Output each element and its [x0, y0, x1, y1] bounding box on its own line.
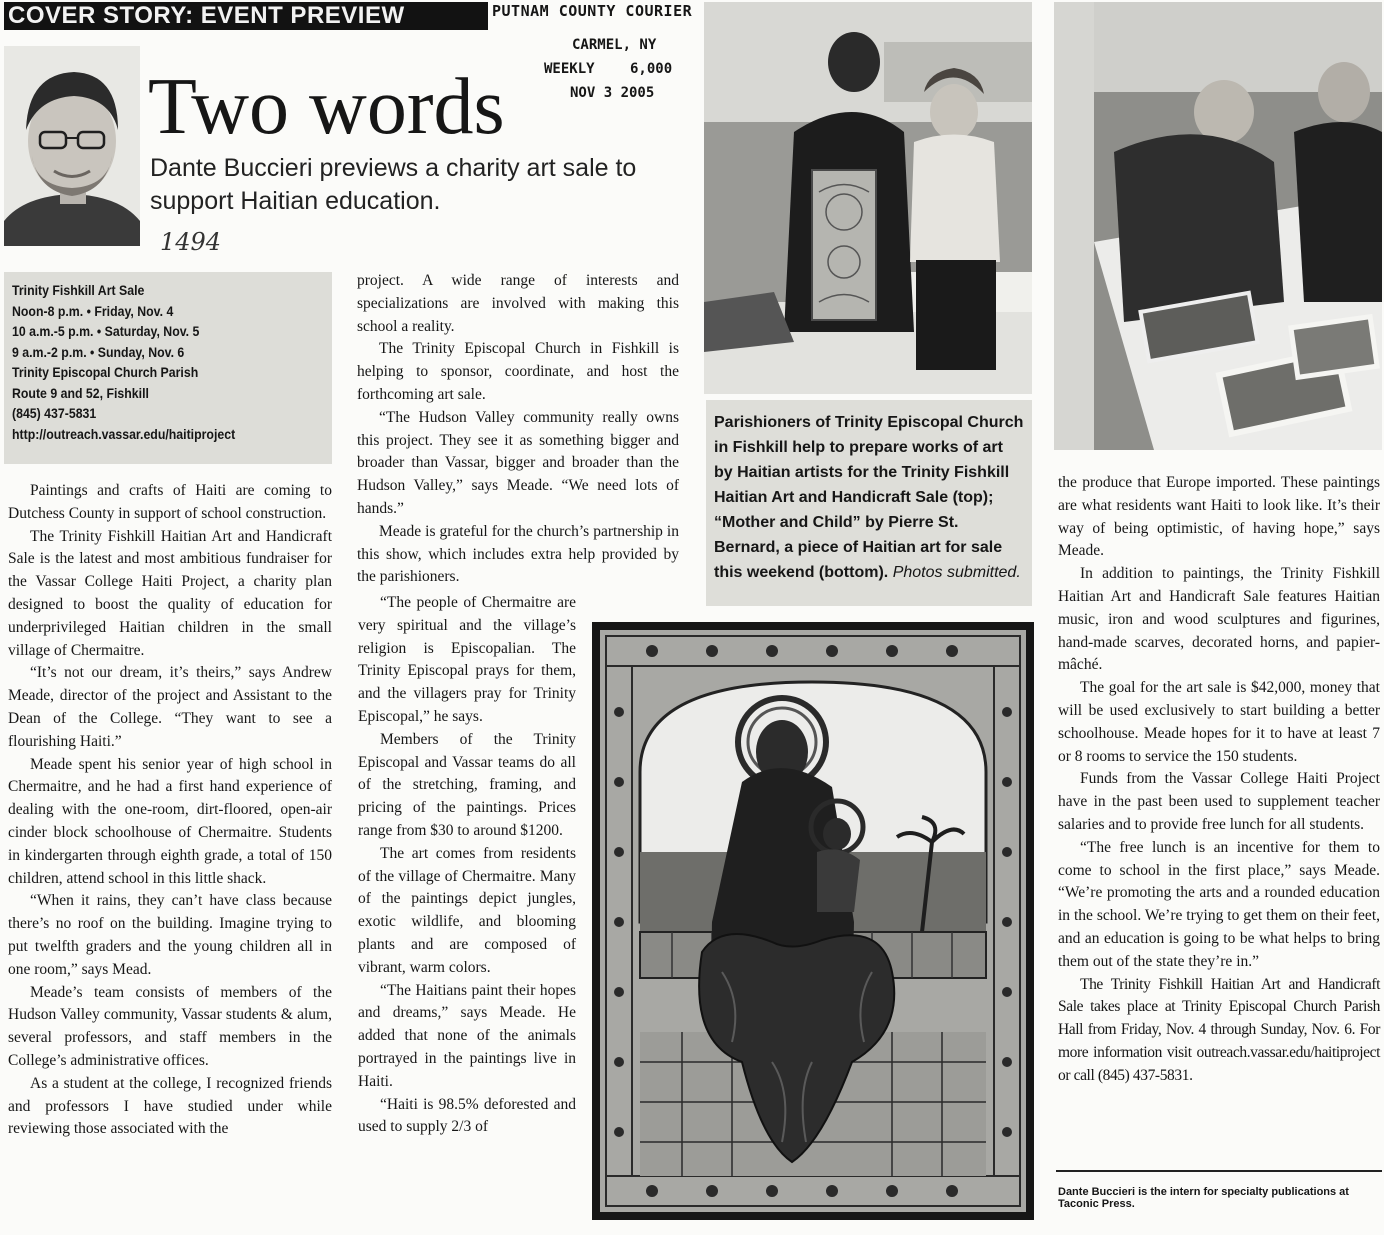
article-column-4 — [1058, 472, 1380, 1088]
publication-name: PUTNAM COUNTY COURIER — [492, 2, 693, 20]
paragraph: The goal for the art sale is $42,000, money that will be used exclusively to start building a better schoolhouse. Meade hopes for it to have at least 7 or 8 rooms to service the 150 students. — [1058, 679, 1380, 765]
info-line: (845) 437-5831 — [12, 405, 97, 421]
info-line: http://outreach.vassar.edu/haitiproject — [12, 425, 236, 442]
article-column-2-top — [357, 270, 679, 589]
info-line: Trinity Fishkill Art Sale — [12, 282, 145, 298]
handwritten-note: 1494 — [160, 228, 222, 256]
article-column-2-bottom — [358, 592, 576, 1139]
paragraph: The Trinity Episcopal Church in Fishkill is helping to sponsor, coordinate, and host the forthcoming art sale. — [357, 340, 679, 403]
paragraph: Meade spent his senior year of high school in Chermaitre, and he had a first hand experience of dealing with the one-room, dirt-floored, open-air cinder block schoolhouse of Chermaitre. Students in kindergarten through eighth grade, a total of 150 children, attend school in this little shack. — [8, 755, 332, 887]
paragraph: Meade’s team consists of members of the Hudson Valley community, Vassar students & alum, several professors, and staff members in the College’s administrative offices. — [8, 983, 332, 1069]
paragraph: “The free lunch is an incentive for them to come to school in the first place,” says Meade. “We’re promoting the arts and a rounded education in the school. We’re trying to get them on their feet, and an education is going to be what helps to bring them out of the state they’re in.” — [1058, 838, 1380, 970]
paragraph: The art comes from residents of the village of Chermaitre. Many of the paintings depict jungles, exotic wildlife, and blooming plants and are composed of vibrant, warm colors. — [358, 844, 576, 976]
clipping-stamp-date: NOV 3 2005 — [570, 85, 655, 101]
photo-caption — [706, 400, 1032, 606]
clipping-stamp-circulation: 6,000 — [630, 61, 673, 77]
paragraph: As a student at the college, I recognized friends and professors I have studied under while reviewing those associated with the — [8, 1074, 332, 1138]
photo-volunteers-holding-art — [704, 2, 1032, 394]
paragraph: “Haiti is 98.5% deforested and used to supply 2/3 of — [358, 1095, 576, 1136]
event-info-box — [4, 272, 332, 464]
paragraph: The Trinity Fishkill Haitian Art and Handicraft Sale is the latest and most ambitious fundraiser for the Vassar College Haiti Project, a charity plan designed to boost the quality of education for underprivileged Haitian children in the small village of Chermaitre. — [8, 527, 332, 659]
paragraph: Paintings and crafts of Haiti are coming to Dutchess County in support of school construction. — [8, 482, 332, 522]
paragraph: Funds from the Vassar College Haiti Project have in the past been used to supplement teacher salaries and to provide free lunch for all students. — [1058, 770, 1380, 833]
deck-author: Dante Buccieri — [150, 154, 313, 182]
painting-mother-and-child — [592, 622, 1034, 1220]
author-note: Dante Buccieri is the intern for specialty publications at Taconic Press. — [1058, 1186, 1349, 1210]
paragraph: “It’s not our dream, it’s theirs,” says Andrew Meade, director of the project and Assistant to the Dean of the College. “They want to see a flourishing Haiti.” — [8, 664, 332, 750]
info-line: 10 a.m.-5 p.m. • Saturday, Nov. 5 — [12, 323, 200, 339]
deck-text: previews a charity art sale to support Haitian education. — [150, 154, 637, 215]
article-deck — [150, 152, 710, 218]
article-title: Two words — [148, 63, 505, 151]
paragraph: The Trinity Fishkill Haitian Art and Handicraft Sale takes place at Trinity Episcopal Church Parish Hall from Friday, Nov. 4 through Sunday, Nov. 6. For more information visit outreach.vassar.edu/haitiproject or call (845) 437-5831. — [1058, 975, 1380, 1084]
paragraph: Meade is grateful for the church’s partnership in this show, which includes extra help provided by the parishioners. — [357, 522, 679, 586]
section-kicker: COVER STORY: EVENT PREVIEW — [4, 2, 488, 30]
info-line: Trinity Episcopal Church Parish — [12, 364, 199, 380]
info-line: Route 9 and 52, Fishkill — [12, 384, 149, 401]
clipping-stamp-location: CARMEL, NY — [572, 37, 657, 53]
photo-credit: Photos submitted. — [892, 564, 1021, 581]
paragraph: project. A wide range of interests and specializations are involved with making this school a reality. — [357, 272, 679, 335]
footer-rule — [1056, 1170, 1382, 1172]
article-column-1 — [8, 480, 332, 1141]
paragraph: In addition to paintings, the Trinity Fishkill Haitian Art and Handicraft Sale features Haitian music, iron and wood sculptures and figurines, hand-made scarves, decorated horns, and papier-mâché. — [1058, 565, 1380, 674]
paragraph: “The Hudson Valley community really owns this project. They see it as something bigger and broader than Vassar, bigger and broader than the Hudson Valley,” says Meade. “We need lots of hands.” — [357, 408, 679, 517]
paragraph: Members of the Trinity Episcopal and Vassar teams do all of the stretching, framing, and pricing of the paintings. Prices range from $30 to around $1200. — [358, 730, 576, 839]
author-headshot — [4, 46, 140, 246]
info-line: Noon-8 p.m. • Friday, Nov. 4 — [12, 302, 174, 319]
info-line: 9 a.m.-2 p.m. • Sunday, Nov. 6 — [12, 343, 185, 360]
paragraph: “The people of Chermaitre are very spiritual and the village’s religion is Episcopalian. The Trinity Episcopal prays for them, and the villagers pray for Trinity Episcopal,” he says. — [358, 594, 576, 725]
caption-text: Parishioners of Trinity Episcopal Church in Fishkill help to prepare works of art by Haitian artists for the Trinity Fishkill Haitian Art and Handicraft Sale (top); “Mother and Child” by Pierre St. Bernard, a piece of Haitian art for sale this weekend (bottom). — [714, 414, 1024, 581]
paragraph: “The Haitians paint their hopes and dreams,” says Meade. He added that none of the animals portrayed in the paintings live in Haiti. — [358, 981, 576, 1090]
photo-arranging-artwork — [1054, 2, 1382, 450]
clipping-stamp-frequency: WEEKLY — [544, 61, 595, 77]
paragraph: the produce that Europe imported. These paintings are what residents want Haiti to look like. It’s their way of being optimistic, of having hope,” says Meade. — [1058, 474, 1380, 560]
paragraph: “When it rains, they can’t have class because there’s no roof on the building. Imagine trying to put twelfth graders and the young children all in one room,” says Mead. — [8, 892, 332, 978]
